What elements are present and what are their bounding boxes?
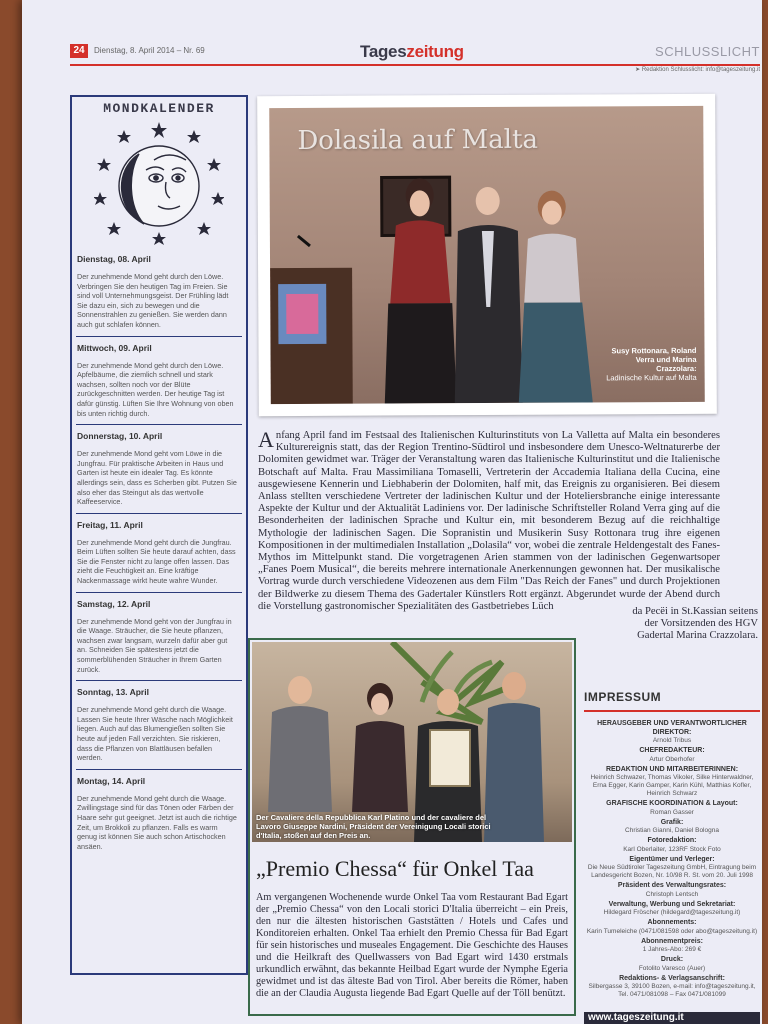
photo-caption-premio: Der Cavaliere della Repubblica Karl Platino und der cavaliere del Lavoro Giuseppe Nardini, Präsident der Vereinigung Locali storici d'Italia, stoßen auf den Preis an. <box>256 813 491 840</box>
impressum-value: Artur Oberhofer <box>649 755 695 763</box>
article-malta-end: da Pecëi in St.Kassian seitens der Vorsitzenden des HGV Gadertal Marina Crazzolara. <box>632 606 758 642</box>
mond-day-divider <box>76 680 242 681</box>
article-malta-body <box>258 427 720 613</box>
impressum-value: Roman Gasser <box>650 808 694 816</box>
impressum-value: Christoph Lentsch <box>645 890 699 898</box>
issue-date: Dienstag, 8. April 2014 – Nr. 69 <box>94 46 205 55</box>
mond-day-entry <box>77 254 237 330</box>
mond-day-text: Der zunehmende Mond geht durch den Löwe. Apfelbäume, die ziemlich schnell und stark wachsen, sollten noch vor der Blüte zurückgeschnitten werden. Der heutige Tag ist dafür günstig. Lüften Sie Ihre Wohnung von oben bis unten richtig durch. <box>77 360 234 418</box>
impressum-heading: REDAKTION UND MITARBEITERINNEN: <box>605 765 739 773</box>
newspaper-logo <box>360 42 464 62</box>
redaktion-contact: ➤ Redaktion Schlusslicht: info@tageszeitung.it <box>635 67 760 73</box>
mond-day-entry <box>77 520 237 586</box>
mond-day-heading: Montag, 14. April <box>77 775 146 786</box>
impressum-box <box>584 690 760 1024</box>
impressum-divider <box>584 710 760 712</box>
impressum-heading: Fotoredaktion: <box>647 837 697 844</box>
impressum-heading: Druck: <box>660 956 684 963</box>
article-premio-body: Am vergangenen Wochenende wurde Onkel Taa vom Restaurant Bad Egart der „Premio Chessa“ von den Locali storici D'Italia überreicht – ein Preis, den nur die ältesten historischen Gaststätten / Hotels und Cafes und Konditoreien erhalten. Onkel Taa erhielt den Premio Chessa für Bad Egart für sein historisches und museales Engagement. Die Geschichte des Hauses und die Heilkraft des Quellwassers von Bad Egart wird 1430 erstmals urkundlich erwähnt, das bekannte Heilbad Egart wurde der Nymphe Egeria gewidmet und ist das älteste Bad von Tirol. Aber bereits die Römer, haben die an der Claudia Augusta liegende Bad Egart Quelle auf der Töll benützt. <box>256 892 568 999</box>
mond-day-entry <box>77 343 237 419</box>
impressum-value: Silbergasse 3, 39100 Bozen, e-mail: info@tageszeitung.it, Tel. 0471/081098 – Fax 0471/081099 <box>588 983 756 998</box>
article-text: nfang April fand im Festsaal des Italienischen Kulturinstituts von La Valletta auf Malta ein besonderes Kulturereignis statt, das der Region Trentino-Südtirol und insbesondere dem Unesco-Weltnaturerbe der Dolomiten gewidmet war. Träger der Veranstaltung waren das Italienische Kulturinstitut und die Italienische Botschaft auf Malta. Frau Massimiliana Tomaselli, Vertreterin der Accademia Italiana della Cucina, eine ausgewiesene Kennerin und Liebhaberin der Dolomiten, half mit, das Ereignis zu organisieren. Bei diesem Anlass stellten verschiedene Vertreter der ladinischen Kultur und der Hoteliersbranche einige interessante Aspekte der Kultur und der Aktualität Ladiniens vor. Der ladinische Schriftsteller Roland Verra ging auf die Besonderheiten der ladinischen Sprache und Kultur ein, mit besonderem Bezug auf die reichhaltige Mythologie der ladinischen Sagen. Die Sopranistin und Musikerin Susy Rottonara trug ihre eigenen Kompositionen in der multimedialen Installation „Dolasila“ vor, wobei die zentrale Heldengestalt des Fanes-Mythos im Mittelpunkt stand. Die vorgetragenen Arien stammen von der ladinischen Gegenwartsoper „Fanes Poem Musical“, die bereits mehrere internationale Anerkennungen gewonnen hat. Der musikalische Vortrag wurde durch verschiedene Videozenen aus dem Film "Das Reich der Fanes" und durch Projektionen der Bildwerke zu diesem Thema des Gadertaler Künstlers Rott ergänzt. Abgerundet wurde der Abend durch die Vorstellung gastronomischer Spezialitäten des Gastbetriebes Lüch <box>258 430 720 612</box>
mond-day-entry <box>77 687 237 763</box>
mondkalender-days <box>72 254 246 851</box>
mond-day-divider <box>76 336 242 337</box>
article-photo-malta <box>257 94 717 416</box>
mond-day-divider <box>76 513 242 514</box>
mond-day-text: Der zunehmende Mond geht durch den Löwe. Verbringen Sie den heutigen Tag im Freien. Sie sind voll Unternehmungsgeist. Der Frühling lädt Sie dazu ein, sich zu bewegen und die Sonnenstrahlen zu genießen. Sie werden dann auch gut schlafen können. <box>77 272 229 329</box>
impressum-heading: Abonnements: <box>647 919 697 926</box>
impressum-heading: Eigentümer und Verleger: <box>629 855 715 863</box>
impressum-value: Karl Oberlaiter, 123RF Stock Foto <box>623 845 721 853</box>
mond-day-text: Der zunehmende Mond geht durch die Jungfrau. Beim Lüften sollten Sie heute darauf achten, dass Sie die Fenster nicht zu lange offen lassen. Das zieht die Feuchtigkeit an. Eine kräftige Nackenmassage wirkt heute wahre Wunder. <box>77 537 236 586</box>
impressum-value: Hildegard Fröscher (hildegard@tageszeitung.it) <box>603 909 741 916</box>
page-number: 24 <box>70 44 88 58</box>
award-photo-illustration <box>252 642 572 842</box>
mond-day-entry <box>77 599 237 675</box>
impressum-value: 1 Jahres-Abo: 269 € <box>642 946 702 953</box>
impressum-heading: CHEFREDAKTEUR: <box>639 747 705 754</box>
impressum-value: Fotolito Varesco (Auer) <box>638 964 706 972</box>
mond-day-divider <box>76 769 242 770</box>
mond-day-heading: Mittwoch, 09. April <box>77 342 152 353</box>
header-divider <box>70 64 760 66</box>
impressum-heading: Verwaltung, Werbung und Sekretariat: <box>608 900 736 908</box>
photo-scene <box>269 106 705 404</box>
mond-day-divider <box>76 592 242 593</box>
impressum-value: Heinrich Schwazer, Thomas Vikoler, Silke Hinterwaldner, Erna Egger, Karin Gamper, Karin Kühl, Matthias Kofler, Heinrich Schwarz <box>590 774 754 797</box>
mond-day-text: Der zunehmende Mond geht von der Jungfrau in die Waage. Sträucher, die Sie heute pflanzen, wachsen zwar langsam, wurzeln dafür aber gut an. Schneiden Sie spätestens jetzt die sommerblühenden Sträucher in Ihrem Garten zurück. <box>77 616 232 674</box>
mond-day-text: Der zunehmende Mond geht durch die Waage. Lassen Sie heute Ihrer Wäsche nach Möglichkeit liegen. Auch auf das Blumengießen sollten Sie heute auf jeden Fall verzichten. Sie riskieren, dass die Pflanzen von Blattläusen befallen werden. <box>77 705 233 763</box>
website-footer[interactable]: www.tageszeitung.it <box>584 1012 760 1024</box>
mond-day-heading: Sonntag, 13. April <box>77 687 149 698</box>
mond-day-heading: Samstag, 12. April <box>77 598 151 609</box>
mond-day-heading: Dienstag, 08. April <box>77 254 151 264</box>
photo-caption <box>596 346 696 383</box>
impressum-heading: Redaktions- & Verlagsanschrift: <box>619 974 725 982</box>
mond-day-text: Der zunehmende Mond geht vom Löwe in die Jungfrau. Für praktische Arbeiten in Haus und Garten ist heute ein idealer Tag. Es könnte allerdings sein, dass es Scherben gibt. Putzen Sie also eher das Steingut als das wertvolle Kaffeeservice. <box>77 449 237 507</box>
impressum-heading: GRAFISCHE KOORDINATION & Layout: <box>606 800 738 807</box>
mond-day-heading: Freitag, 11. April <box>77 519 143 530</box>
caption-names: Susy Rottonara, Roland Verra und Marina Crazzolara: <box>611 345 697 374</box>
drop-cap: A <box>258 427 274 452</box>
article-premio-box <box>248 638 576 1016</box>
moon-sun-icon <box>94 120 224 248</box>
mond-day-divider <box>76 424 242 425</box>
impressum-heading: Grafik: <box>660 818 684 826</box>
mond-day-entry <box>77 776 237 852</box>
caption-text: Ladinische Kultur auf Malta <box>606 372 697 383</box>
impressum-heading: HERAUSGEBER UND VERANTWORTLICHER DIREKTOR: <box>597 720 747 736</box>
section-title: SCHLUSSLICHT <box>655 44 760 59</box>
photo-title: Dolasila auf Malta <box>297 124 539 156</box>
impressum-value: Karin Tumeleiche (0471/081598 oder abo@tageszeitung.it) <box>586 927 758 935</box>
impressum-heading: Abonnementpreis: <box>641 937 703 945</box>
mond-day-heading: Donnerstag, 10. April <box>77 431 163 442</box>
newspaper-page <box>22 0 762 1024</box>
impressum-entries <box>584 720 760 999</box>
logo-accent: zeitung <box>406 42 464 61</box>
impressum-title: IMPRESSUM <box>584 690 662 704</box>
impressum-heading: Präsident des Verwaltungsrates: <box>617 882 727 889</box>
article-photo-premio <box>252 642 572 842</box>
mond-day-entry <box>77 431 237 507</box>
impressum-value: Die Neue Südtiroler Tageszeitung GmbH, Eintragung beim Landesgericht Bozen, Nr. 10/98 R. St. vom 20. Juli 1998 <box>587 864 757 879</box>
logo-main: Tages <box>360 42 407 61</box>
page-header <box>70 42 760 72</box>
mond-day-text: Der zunehmende Mond geht durch die Waage. Zwillingstage sind für das Tönen oder Färben der Haare sehr gut geeignet. Jetzt ist auch die richtige Zeit, um Brokkoli zu pflanzen. Falls es warm genug ist können Sie auch schon Artischocken ansäen. <box>77 793 237 851</box>
mondkalender-box <box>70 95 248 975</box>
impressum-value: Arnold Tribus <box>652 737 692 744</box>
article-premio-title: „Premio Chessa“ für Onkel Taa <box>256 856 534 881</box>
mondkalender-title: MONDKALENDER <box>103 101 215 116</box>
impressum-value: Christian Gianni, Daniel Bologna <box>625 827 719 834</box>
